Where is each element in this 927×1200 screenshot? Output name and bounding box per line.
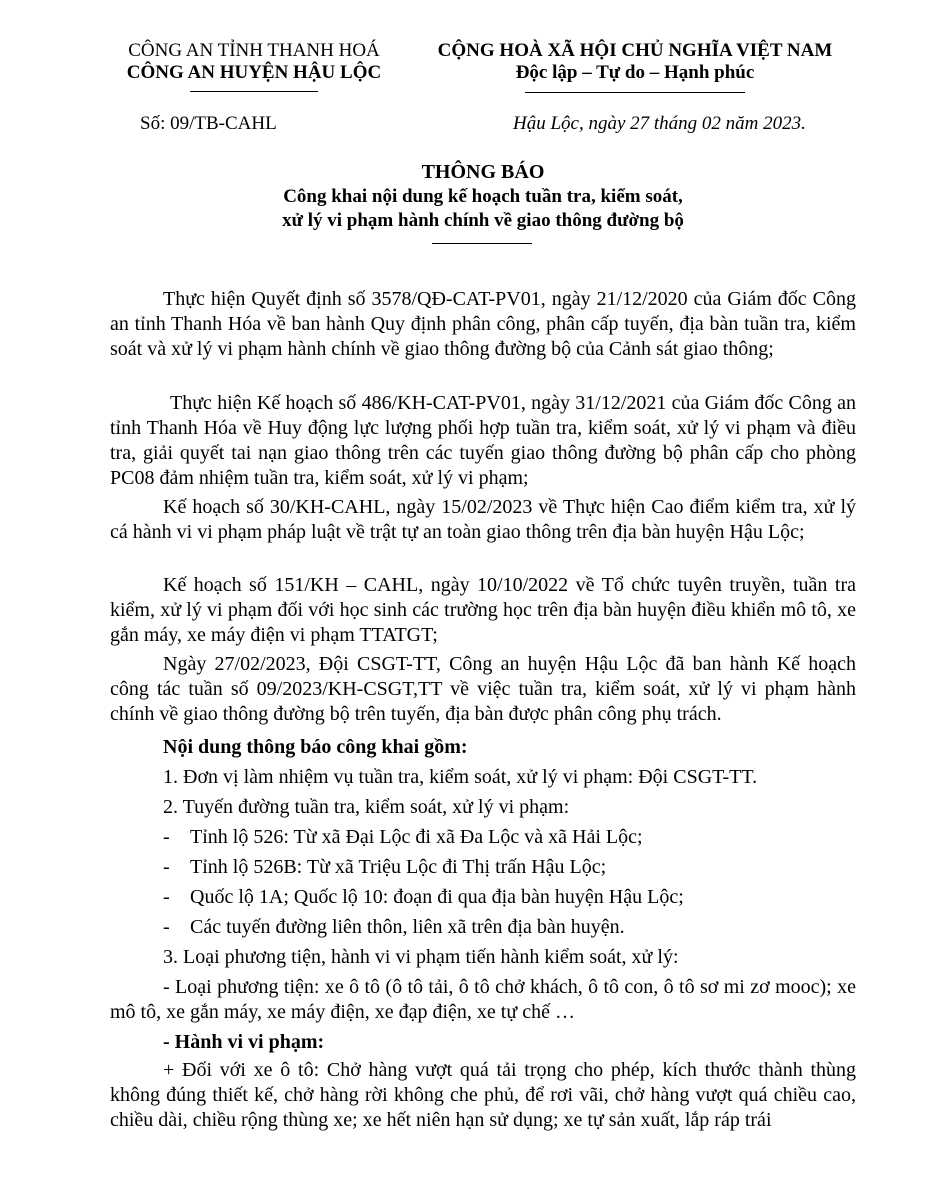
item-3: 3. Loại phương tiện, hành vi vi phạm tiến hành kiểm soát, xử lý: [163,946,679,968]
document-subtitle-line2: xử lý vi phạm hành chính về giao thông đường bộ [282,210,684,231]
agency-name: CÔNG AN HUYỆN HẬU LỘC [126,62,382,83]
document-title: THÔNG BÁO [421,161,545,183]
route-bullet: - [163,916,170,938]
content-heading: Nội dung thông báo công khai gồm: [163,736,468,758]
paragraph-5: Ngày 27/02/2023, Đội CSGT-TT, Công an huyện Hậu Lộc đã ban hành Kế hoạch công tác tuần số 09/2023/KH-CSGT,TT về việc tuần tra, kiểm soát, xử lý vi phạm hành chính về giao thông đường bộ trên tuyến, địa bàn được phân công phụ trách. [110,653,856,725]
route-bullet: - [163,826,170,848]
paragraph-2: Thực hiện Kế hoạch số 486/KH-CAT-PV01, ngày 31/12/2021 của Giám đốc Công an tỉnh Thanh Hóa về Huy động lực lượng phối hợp tuần tra, kiểm soát, xử lý vi phạm và điều tra, giải quyết tai nạn giao thông trên các tuyến giao thông đường bộ phân cấp cho phòng PC08 đảm nhiệm tuần tra, kiểm soát, xử lý vi phạm; [110,392,856,489]
route-item: Tỉnh lộ 526B: Từ xã Triệu Lộc đi Thị trấn Hậu Lộc; [190,856,607,878]
route-item: Tỉnh lộ 526: Từ xã Đại Lộc đi xã Đa Lộc và xã Hải Lộc; [190,826,643,848]
paragraph-1: Thực hiện Quyết định số 3578/QĐ-CAT-PV01, ngày 21/12/2020 của Giám đốc Công an tỉnh Thanh Hóa về ban hành Quy định phân công, phân cấp tuyến, địa bàn tuần tra, kiểm soát và xử lý vi phạm hành chính về giao thông đường bộ của Cảnh sát giao thông; [110,288,856,360]
route-item: Các tuyến đường liên thôn, liên xã trên địa bàn huyện. [190,916,625,938]
item-2: 2. Tuyến đường tuần tra, kiểm soát, xử lý vi phạm: [163,796,570,818]
document-number: Số: 09/TB-CAHL [140,113,277,134]
agency-underline [190,91,318,92]
paragraph-4: Kế hoạch số 151/KH – CAHL, ngày 10/10/2022 về Tổ chức tuyên truyền, tuần tra kiểm, xử lý vi phạm đối với học sinh các trường học trên địa bàn huyện điều khiển mô tô, xe gắn máy, xe máy điện vi phạm TTATGT; [110,574,856,646]
national-motto: Độc lập – Tự do – Hạnh phúc [515,62,755,83]
vehicles-paragraph: - Loại phương tiện: xe ô tô (ô tô tải, ô tô chở khách, ô tô con, ô tô sơ mi zơ mooc); xe mô tô, xe gắn máy, xe máy điện, xe đạp điện, xe tự chế … [110,976,856,1023]
motto-underline [525,92,745,93]
route-item: Quốc lộ 1A; Quốc lộ 10: đoạn đi qua địa bàn huyện Hậu Lộc; [190,886,684,908]
car-violations-paragraph: + Đối với xe ô tô: Chở hàng vượt quá tải trọng cho phép, kích thước thành thùng không đúng thiết kế, chở hàng rời không che phủ, để rơi vãi, chở hàng vượt quá chiều cao, chiều dài, chiều rộng thùng xe; xe hết niên hạn sử dụng; xe tự sản xuất, lắp ráp trái [110,1059,856,1131]
place-date: Hậu Lộc, ngày 27 tháng 02 năm 2023. [513,113,806,134]
title-underline [432,243,532,244]
paragraph-3: Kế hoạch số 30/KH-CAHL, ngày 15/02/2023 về Thực hiện Cao điểm kiểm tra, xử lý cá hành vi vi phạm pháp luật về trật tự an toàn giao thông trên địa bàn huyện Hậu Lộc; [110,496,856,543]
document-subtitle-line1: Công khai nội dung kế hoạch tuần tra, kiểm soát, [283,186,683,207]
route-bullet: - [163,886,170,908]
route-bullet: - [163,856,170,878]
violations-heading: - Hành vi vi phạm: [163,1031,325,1053]
agency-parent: CÔNG AN TỈNH THANH HOÁ [128,40,380,61]
item-1: 1. Đơn vị làm nhiệm vụ tuần tra, kiểm soát, xử lý vi phạm: Đội CSGT-TT. [163,766,758,788]
national-title: CỘNG HOÀ XÃ HỘI CHỦ NGHĨA VIỆT NAM [437,40,833,61]
